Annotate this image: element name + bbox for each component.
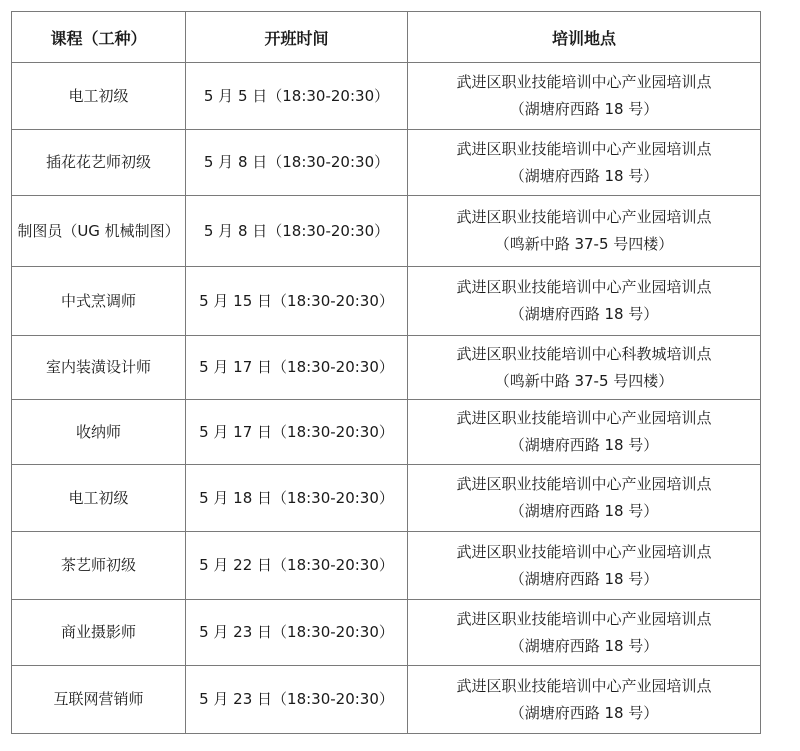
location-venue: 武进区职业技能培训中心产业园培训点	[456, 475, 712, 493]
start-time-cell: 5 月 23 日（18:30-20:30）	[186, 666, 408, 734]
location-address: （鸣新中路 37-5 号四楼）	[494, 371, 674, 390]
header-start-time: 开班时间	[186, 12, 408, 63]
location-cell	[408, 196, 761, 267]
location-venue: 武进区职业技能培训中心产业园培训点	[456, 139, 712, 158]
start-time-cell: 5 月 8 日（18:30-20:30）	[186, 130, 408, 196]
location-venue: 武进区职业技能培训中心产业园培训点	[456, 278, 712, 296]
location-cell	[408, 532, 761, 600]
location-venue: 武进区职业技能培训中心产业园培训点	[456, 208, 712, 226]
location-cell	[408, 666, 761, 734]
header-course: 课程（工种）	[12, 12, 186, 63]
course-cell: 电工初级	[12, 465, 186, 532]
location-venue: 武进区职业技能培训中心产业园培训点	[456, 73, 712, 91]
table-row	[12, 267, 761, 336]
start-time-cell: 5 月 5 日（18:30-20:30）	[186, 63, 408, 130]
location-address: （湖塘府西路 18 号）	[509, 166, 659, 185]
start-time-cell: 5 月 8 日（18:30-20:30）	[186, 196, 408, 267]
table-header-row	[12, 12, 761, 63]
table-row	[12, 400, 761, 465]
start-time-cell: 5 月 22 日（18:30-20:30）	[186, 532, 408, 600]
start-time-cell: 5 月 15 日（18:30-20:30）	[186, 267, 408, 336]
location-cell	[408, 600, 761, 666]
location-address: （湖塘府西路 18 号）	[509, 636, 659, 655]
course-cell: 制图员（UG 机械制图）	[12, 196, 186, 267]
start-time-cell: 5 月 17 日（18:30-20:30）	[186, 336, 408, 400]
course-cell: 茶艺师初级	[12, 532, 186, 600]
course-cell: 室内装潢设计师	[12, 336, 186, 400]
location-venue: 武进区职业技能培训中心产业园培训点	[456, 609, 712, 628]
location-address: （湖塘府西路 18 号）	[509, 100, 659, 118]
location-venue: 武进区职业技能培训中心产业园培训点	[456, 676, 712, 695]
table-row	[12, 600, 761, 666]
location-cell	[408, 267, 761, 336]
location-venue: 武进区职业技能培训中心产业园培训点	[456, 409, 712, 427]
table-row	[12, 336, 761, 400]
table-row	[12, 532, 761, 600]
header-location: 培训地点	[408, 12, 761, 63]
location-cell	[408, 63, 761, 130]
training-schedule-table	[11, 11, 761, 734]
location-venue: 武进区职业技能培训中心科教城培训点	[456, 344, 712, 363]
course-cell: 插花花艺师初级	[12, 130, 186, 196]
table-row	[12, 130, 761, 196]
location-address: （湖塘府西路 18 号）	[509, 305, 659, 323]
course-cell: 商业摄影师	[12, 600, 186, 666]
location-cell	[408, 130, 761, 196]
location-cell	[408, 465, 761, 532]
table-row	[12, 196, 761, 267]
course-cell: 电工初级	[12, 63, 186, 130]
course-cell: 收纳师	[12, 400, 186, 465]
start-time-cell: 5 月 18 日（18:30-20:30）	[186, 465, 408, 532]
table-row	[12, 465, 761, 532]
course-cell: 中式烹调师	[12, 267, 186, 336]
table-row	[12, 666, 761, 734]
location-address: （湖塘府西路 18 号）	[509, 569, 659, 588]
location-address: （湖塘府西路 18 号）	[509, 703, 659, 722]
location-cell	[408, 336, 761, 400]
table-row	[12, 63, 761, 130]
location-venue: 武进区职业技能培训中心产业园培训点	[456, 542, 712, 561]
table-body	[12, 63, 761, 734]
location-address: （湖塘府西路 18 号）	[509, 436, 659, 454]
course-cell: 互联网营销师	[12, 666, 186, 734]
location-address: （鸣新中路 37-5 号四楼）	[494, 235, 674, 253]
start-time-cell: 5 月 17 日（18:30-20:30）	[186, 400, 408, 465]
start-time-cell: 5 月 23 日（18:30-20:30）	[186, 600, 408, 666]
location-cell	[408, 400, 761, 465]
location-address: （湖塘府西路 18 号）	[509, 502, 659, 520]
